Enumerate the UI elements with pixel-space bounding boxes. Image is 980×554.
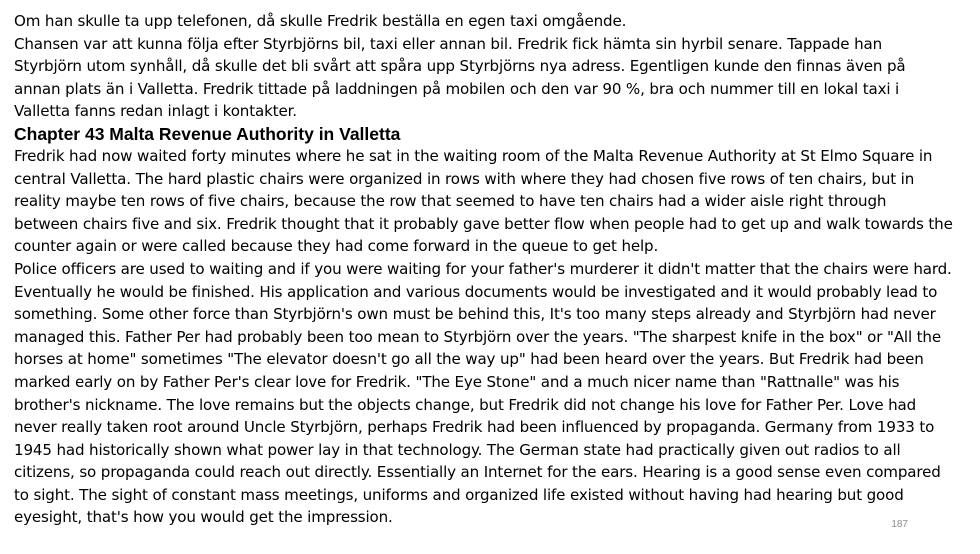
document-page [14,10,954,529]
intro-paragraph-2: Chansen var att kunna följa efter Styrbjörns bil, taxi eller annan bil. Fredrik fick hämta sin hyrbil senare. Tappade han Styrbjörn utom synhåll, då skulle det bli svårt att spåra upp Styrbjörns nya adress. Egentligen kunde den finnas även på annan plats än i Valletta. Fredrik tittade på laddningen på mobilen och den var 90 %, bra och nummer till en lokal taxi i Valletta fanns redan inlagt i kontakter. [14,34,906,121]
body-paragraph-2: Police officers are used to waiting and if you were waiting for your father's murderer it didn't matter that the chairs were hard. Eventually he would be finished. His application and various documents would be investigated and it would probably lead to something. Some other force than Styrbjörn's own must be behind this, It's too many steps already and Styrbjörn had never managed this. Father Per had probably been too mean to Styrbjörn over the years. "The sharpest knife in the box" or "All the horses at home" sometimes "The elevator doesn't go all the way up" had been heard over the years. But Fredrik had been marked early on by Father Per's clear love for Fredrik. "The Eye Stone" and a much nicer name than "Rattnalle" was his brother's nickname. The love remains but the objects change, but Fredrik did not change his love for Father Per. Love had never really taken root around Uncle Styrbjörn, perhaps Fredrik had been influenced by propaganda. Germany from 1933 to 1945 had historically shown what power lay in that technology. The German state had practically given out radios to all citizens, so propaganda could reach out directly. Essentially an Internet for the ears. Hearing is a good sense even compared to sight. The sight of constant mass meetings, uniforms and organized life existed without having had hearing but good eyesight, that's how you would get the impression. [14,259,952,527]
page-number: 187 [891,519,908,530]
chapter-heading: Chapter 43 Malta Revenue Authority in Valletta [14,123,401,144]
intro-paragraph-1: Om han skulle ta upp telefonen, då skulle Fredrik beställa en egen taxi omgående. [14,12,627,30]
body-paragraph-1: Fredrik had now waited forty minutes where he sat in the waiting room of the Malta Revenue Authority at St Elmo Square in central Valletta. The hard plastic chairs were organized in rows with where they had chosen five rows of ten chairs, but in reality maybe ten rows of five chairs, because the row that seemed to have ten chairs had a wider aisle right through between chairs five and six. Fredrik thought that it probably gave better flow when people had to get up and walk towards the counter again or were called because they had come forward in the queue to get help. [14,146,953,256]
